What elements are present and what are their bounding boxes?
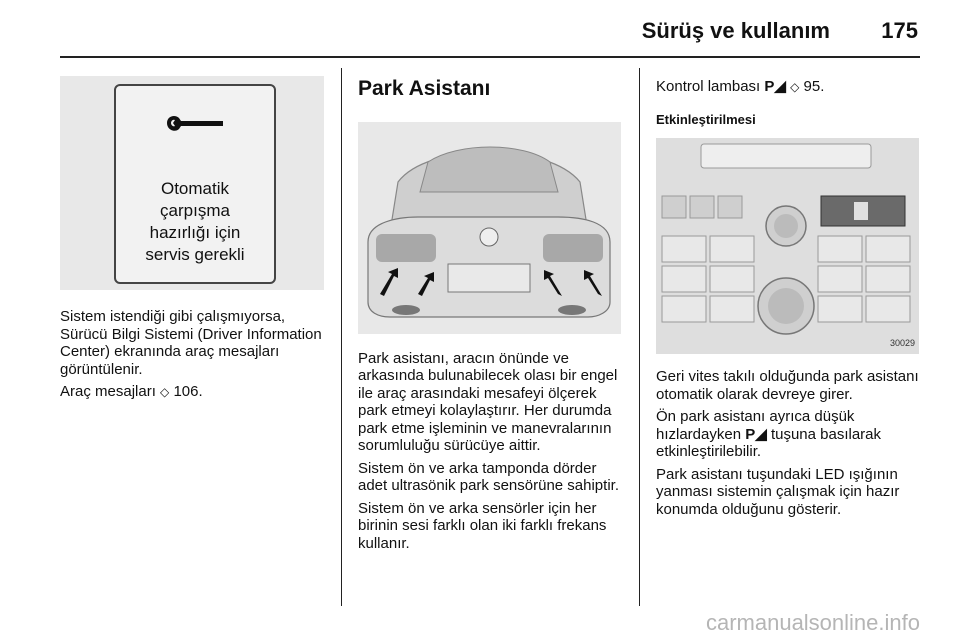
dic-display <box>114 84 276 284</box>
display-line: servis gerekli <box>145 245 245 264</box>
reference-arrow-icon: ◇ <box>160 385 170 399</box>
left-column <box>60 70 330 407</box>
body-paragraph: Geri vites takılı olduğunda park asistanı otomatik olarak devreye girer. <box>656 368 919 403</box>
body-paragraph: Sistem istendiği gibi çalışmıyorsa, Sürücü Bilgi Sistemi (Driver Information Center) ekranında araç mesajları görüntülenir. <box>60 308 322 378</box>
reference-page: 106. <box>173 383 203 400</box>
control-lamp-line <box>656 78 924 97</box>
reference-text: Araç mesajları <box>60 383 156 400</box>
car-rear-figure <box>358 122 621 334</box>
display-line: Otomatik <box>160 179 230 198</box>
watermark: carmanualsonline.info <box>705 610 920 635</box>
body-text: tuşuna basılarak etkinleştirilebilir. <box>656 425 882 460</box>
wrench-icon <box>165 112 225 134</box>
console-figure <box>656 138 919 354</box>
body-paragraph <box>656 408 924 461</box>
display-message <box>116 178 274 266</box>
middle-column <box>358 70 626 557</box>
page-number: 175 <box>881 18 918 43</box>
reference-arrow-icon: ◇ <box>790 80 800 94</box>
page-header <box>0 0 960 60</box>
body-text: Ön park asistanı ayrıca düşük hızlardayken <box>656 408 855 443</box>
display-line: hazırlığı için <box>149 223 241 242</box>
reference-line <box>60 383 330 402</box>
right-column <box>656 70 924 523</box>
center-console-illustration <box>656 138 919 354</box>
subheading: Etkinleştirilmesi <box>656 111 756 127</box>
column-divider <box>639 68 640 606</box>
display-line: çarpışma <box>160 201 230 220</box>
body-paragraph: Park asistanı, aracın önünde ve arkasında bulunabilecek olası bir engel ile araç arasındaki mesafeyi ölçerek park etmeyi kolaylaştırır. Her durumda park etme işleminin ve manevralarının sorumluluğu sürücüye aittir. <box>358 349 618 454</box>
warning-display-figure <box>60 76 324 290</box>
section-title: Park Asistanı <box>358 77 491 100</box>
body-paragraph: Sistem ön ve arka tamponda dörder adet ultrasönik park sensörüne sahiptir. <box>358 459 619 494</box>
header-rule <box>60 56 920 58</box>
figure-code: 30029 <box>889 337 915 348</box>
page-title: Sürüş ve kullanım <box>641 18 830 43</box>
body-paragraph: Sistem ön ve arka sensörler için her birinin sesi farklı olan iki farklı frekans kullanır. <box>358 499 607 552</box>
car-rear-illustration <box>358 122 621 334</box>
park-assist-icon: P◢ <box>745 425 767 443</box>
body-paragraph: Park asistanı tuşundaki LED ışığının yanması sistemin çalışmak için hazır konumda olduğunu gösterir. <box>656 465 900 518</box>
control-lamp-text: Kontrol lambası <box>656 78 761 95</box>
park-assist-icon: P◢ <box>764 78 786 95</box>
reference-page: 95. <box>803 78 825 95</box>
column-divider <box>341 68 342 606</box>
